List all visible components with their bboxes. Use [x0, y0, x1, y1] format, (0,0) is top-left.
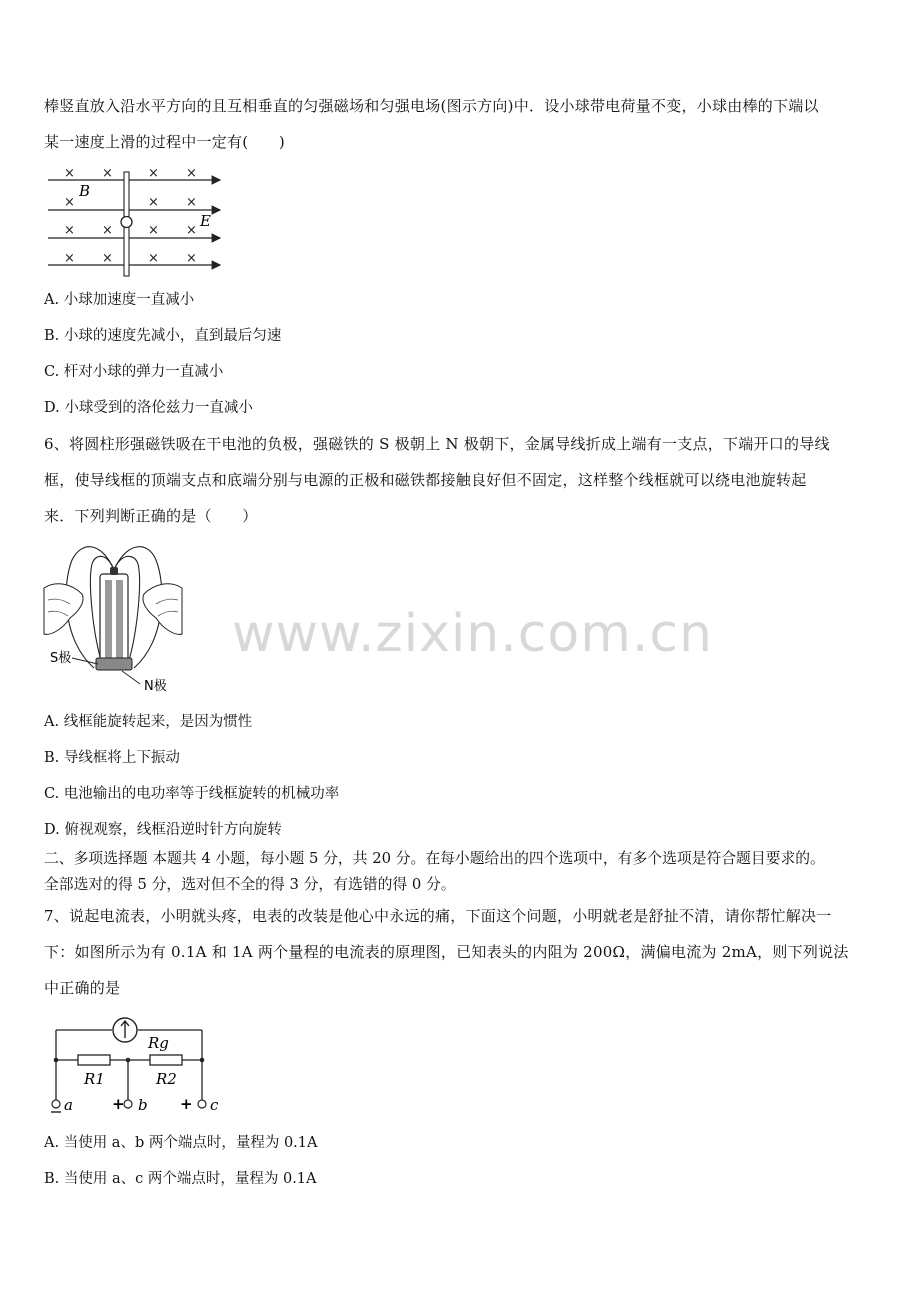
resistor-r1 [78, 1055, 110, 1065]
label-n-pole: N极 [144, 679, 167, 694]
svg-text:×: × [186, 223, 197, 238]
svg-text:×: × [148, 166, 159, 181]
svg-text:+: + [180, 1095, 193, 1113]
label-rg: Rg [148, 1034, 169, 1052]
label-a: a [64, 1096, 73, 1114]
q7-stem-line2: 下：如图所示为有 0.1A 和 1A 两个量程的电流表的原理图，已知表头的内阻为 200Ω，满偏电流为 2mA，则下列说法 [44, 943, 849, 961]
svg-text:×: × [148, 223, 159, 238]
svg-text:×: × [64, 195, 75, 210]
label-s-pole: S极 [50, 651, 72, 666]
label-e: E [200, 212, 211, 230]
q6-stem-line1: 6、将圆柱形强磁铁吸在干电池的负极，强磁铁的 S 极朝上 N 极朝下，金属导线折成上端有一支点，下端开口的导线 [44, 435, 830, 453]
svg-text:×: × [64, 251, 75, 266]
svg-text:+: + [112, 1095, 125, 1113]
q5-option-c: C. 杆对小球的弹力一直减小 [44, 364, 224, 380]
svg-text:×: × [102, 223, 113, 238]
label-b: b [138, 1096, 148, 1114]
svg-text:×: × [64, 223, 75, 238]
q6-stem-line3: 来．下列判断正确的是（ ） [44, 507, 258, 525]
q7-stem-line3: 中正确的是 [44, 979, 121, 997]
q6-battery-motor-figure [42, 540, 192, 700]
label-b: B [79, 182, 91, 200]
q7-ammeter-circuit [44, 1012, 224, 1120]
q5-stem-line1: 棒竖直放入沿水平方向的且互相垂直的匀强磁场和匀强电场(图示方向)中．设小球带电荷量不变，小球由棒的下端以 [44, 97, 819, 115]
svg-text:×: × [148, 251, 159, 266]
q5-field-diagram [44, 166, 234, 278]
q5-option-a: A. 小球加速度一直减小 [44, 292, 195, 308]
label-r2: R2 [156, 1070, 177, 1088]
q5-option-d: D. 小球受到的洛伦兹力一直减小 [44, 400, 253, 416]
q7-stem-line1: 7、说起电流表，小明就头疼，电表的改装是他心中永远的痛，下面这个问题，小明就老是舒扯不清，请你帮忙解决一 [44, 907, 832, 925]
svg-text:×: × [186, 166, 197, 181]
q5-option-b: B. 小球的速度先减小，直到最后匀速 [44, 328, 282, 344]
q6-option-b: B. 导线框将上下振动 [44, 750, 180, 766]
resistor-r2 [150, 1055, 182, 1065]
section2-heading-line2: 全部选对的得 5 分，选对但不全的得 3 分，有选错的得 0 分。 [44, 876, 456, 893]
q5-stem-line2: 某一速度上滑的过程中一定有( ) [44, 133, 285, 151]
svg-text:×: × [186, 195, 197, 210]
q6-stem-line2: 框，使导线框的顶端支点和底端分别与电源的正极和磁铁都接触良好但不固定，这样整个线框就可以绕电池旋转起 [44, 471, 807, 489]
svg-text:×: × [148, 195, 159, 210]
svg-text:×: × [102, 251, 113, 266]
label-r1: R1 [84, 1070, 105, 1088]
q6-option-a: A. 线框能旋转起来，是因为惯性 [44, 714, 253, 730]
watermark: www.zixin.com.cn [232, 604, 713, 664]
svg-text:×: × [186, 251, 197, 266]
q7-option-b: B. 当使用 a、c 两个端点时，量程为 0.1A [44, 1171, 317, 1187]
q6-option-d: D. 俯视观察，线框沿逆时针方向旋转 [44, 822, 282, 838]
terminal-a [52, 1100, 60, 1108]
svg-text:×: × [64, 166, 75, 181]
ball [121, 217, 132, 228]
label-c: c [210, 1096, 219, 1114]
terminal-b [124, 1100, 132, 1108]
q6-option-c: C. 电池输出的电功率等于线框旋转的机械功率 [44, 786, 340, 802]
svg-text:×: × [102, 166, 113, 181]
q7-option-a: A. 当使用 a、b 两个端点时，量程为 0.1A [44, 1135, 318, 1151]
section2-heading-line1: 二、多项选择题 本题共 4 小题，每小题 5 分，共 20 分。在每小题给出的四个选项中，有多个选项是符合题目要求的。 [44, 850, 825, 867]
terminal-c [198, 1100, 206, 1108]
